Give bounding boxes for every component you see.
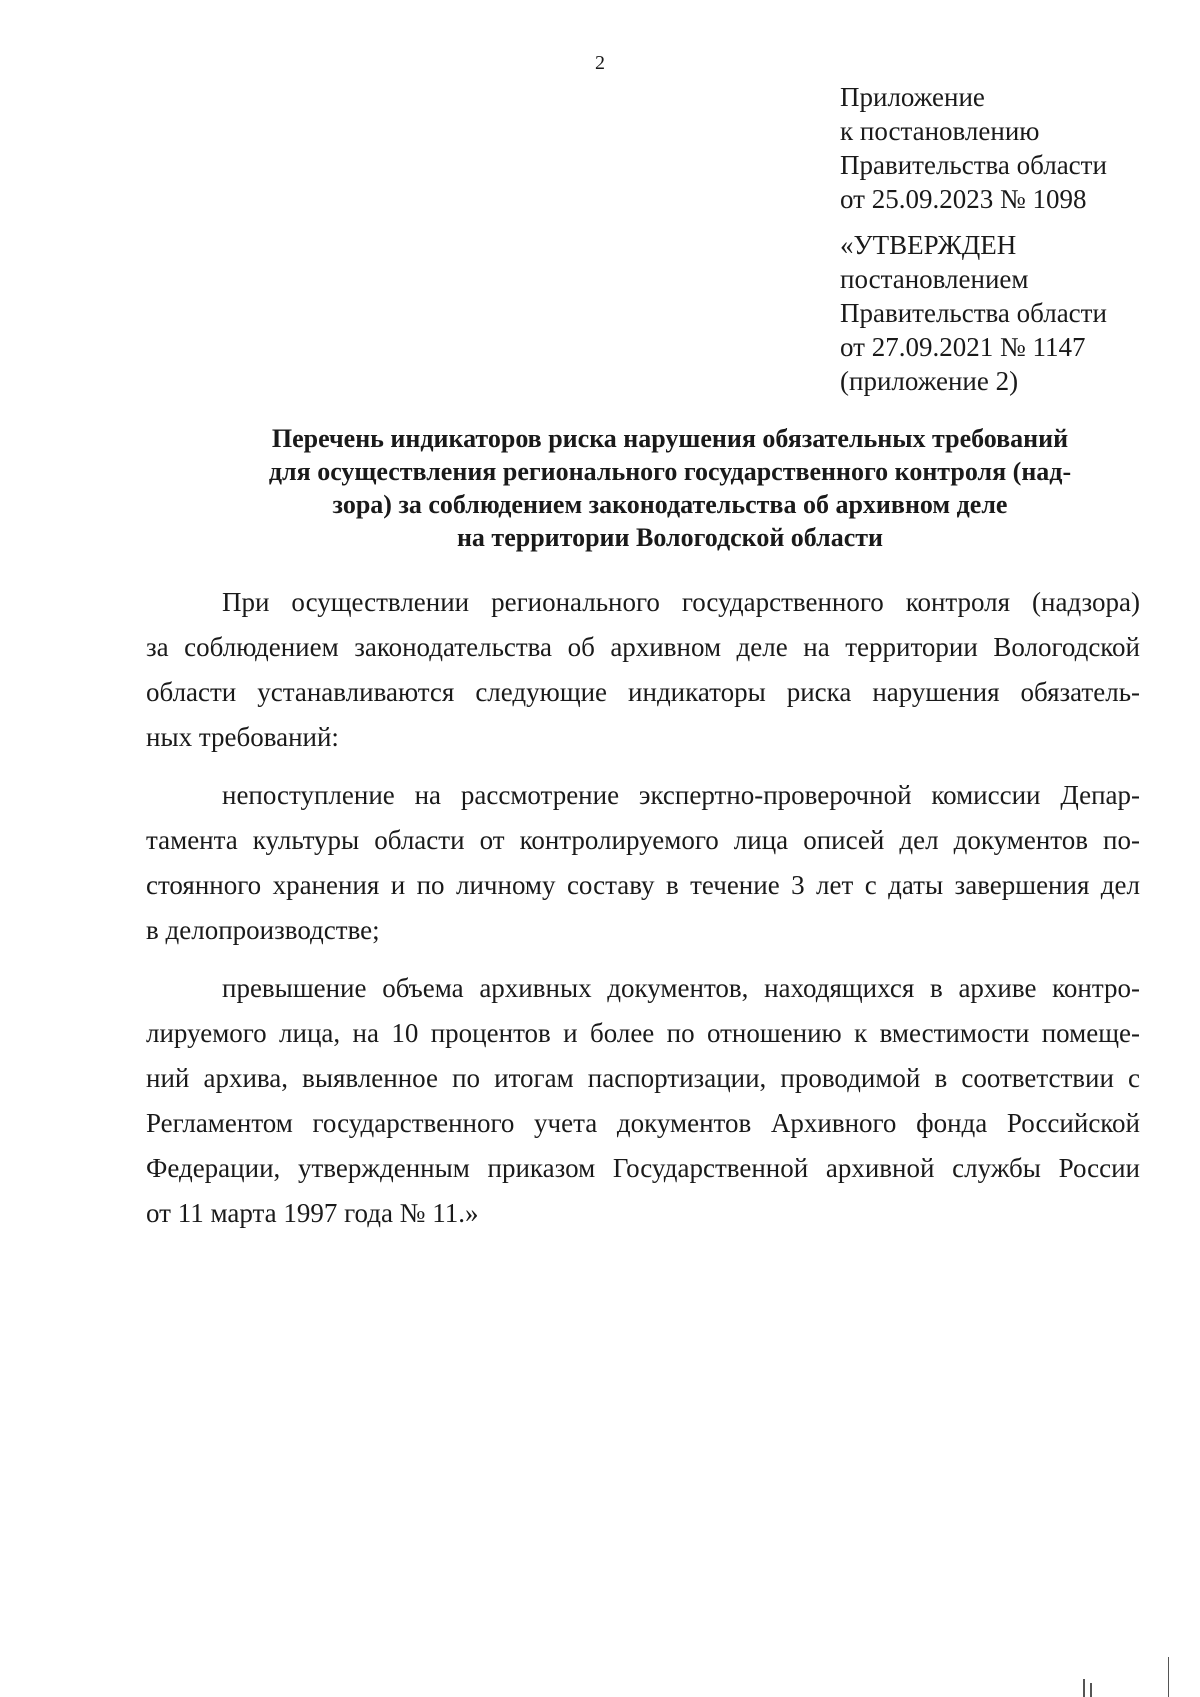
approval-line: постановлением — [840, 264, 1029, 294]
text-line: Федерации, утвержденным приказом Государственной архивной службы России — [146, 1153, 1140, 1183]
scan-edge-mark — [1083, 1679, 1085, 1697]
approval-line: (приложение 2) — [840, 366, 1019, 396]
approval-stamp-block — [840, 228, 1107, 398]
text-line: в делопроизводстве; — [146, 915, 380, 945]
title-line: на территории Вологодской области — [456, 523, 884, 552]
appendix-line: от 25.09.2023 № 1098 — [840, 184, 1087, 214]
text-line: ний архива, выявленное по итогам паспортизации, проводимой в соответствии с — [146, 1063, 1140, 1093]
appendix-line: Приложение — [840, 82, 985, 112]
text-line: тамента культуры области от контролируемого лица описей дел документов по- — [146, 825, 1140, 855]
title-line: зора) за соблюдением законодательства об архивном деле — [332, 490, 1008, 519]
text-line: стоянного хранения и по личному составу в течение 3 лет с даты завершения дел — [146, 870, 1140, 900]
text-line: превышение объема архивных документов, находящихся в архиве контро- — [222, 973, 1140, 1003]
approval-line: от 27.09.2021 № 1147 — [840, 332, 1086, 362]
paragraph-indicator-1 — [146, 773, 1140, 953]
scan-edge-mark — [1090, 1683, 1092, 1697]
page-number: 2 — [595, 52, 605, 74]
text-line: за соблюдением законодательства об архивном деле на территории Вологодской — [146, 632, 1140, 662]
title-line: Перечень индикаторов риска нарушения обязательных требований — [271, 424, 1069, 453]
text-line: области устанавливаются следующие индикаторы риска нарушения обязатель- — [146, 677, 1140, 707]
appendix-reference-block — [840, 80, 1107, 216]
appendix-line: Правительства области — [840, 150, 1107, 180]
text-line: от 11 марта 1997 года № 11.» — [146, 1198, 479, 1228]
text-line: При осуществлении регионального государственного контроля (надзора) — [222, 587, 1140, 617]
appendix-line: к постановлению — [840, 116, 1040, 146]
title-line: для осуществления регионального государственного контроля (над- — [268, 457, 1072, 486]
text-line: непоступление на рассмотрение экспертно-проверочной комиссии Депар- — [222, 780, 1140, 810]
text-line: Регламентом государственного учета документов Архивного фонда Российской — [146, 1108, 1140, 1138]
document-title — [200, 422, 1140, 554]
text-line: ных требований: — [146, 722, 339, 752]
approval-line: Правительства области — [840, 298, 1107, 328]
text-line: лируемого лица, на 10 процентов и более по отношению к вместимости помеще- — [146, 1018, 1140, 1048]
scan-edge-mark — [1168, 1657, 1169, 1697]
paragraph-indicator-2 — [146, 966, 1140, 1236]
approval-line: «УТВЕРЖДЕН — [840, 230, 1017, 260]
document-body — [146, 580, 1140, 1249]
paragraph-intro — [146, 580, 1140, 760]
